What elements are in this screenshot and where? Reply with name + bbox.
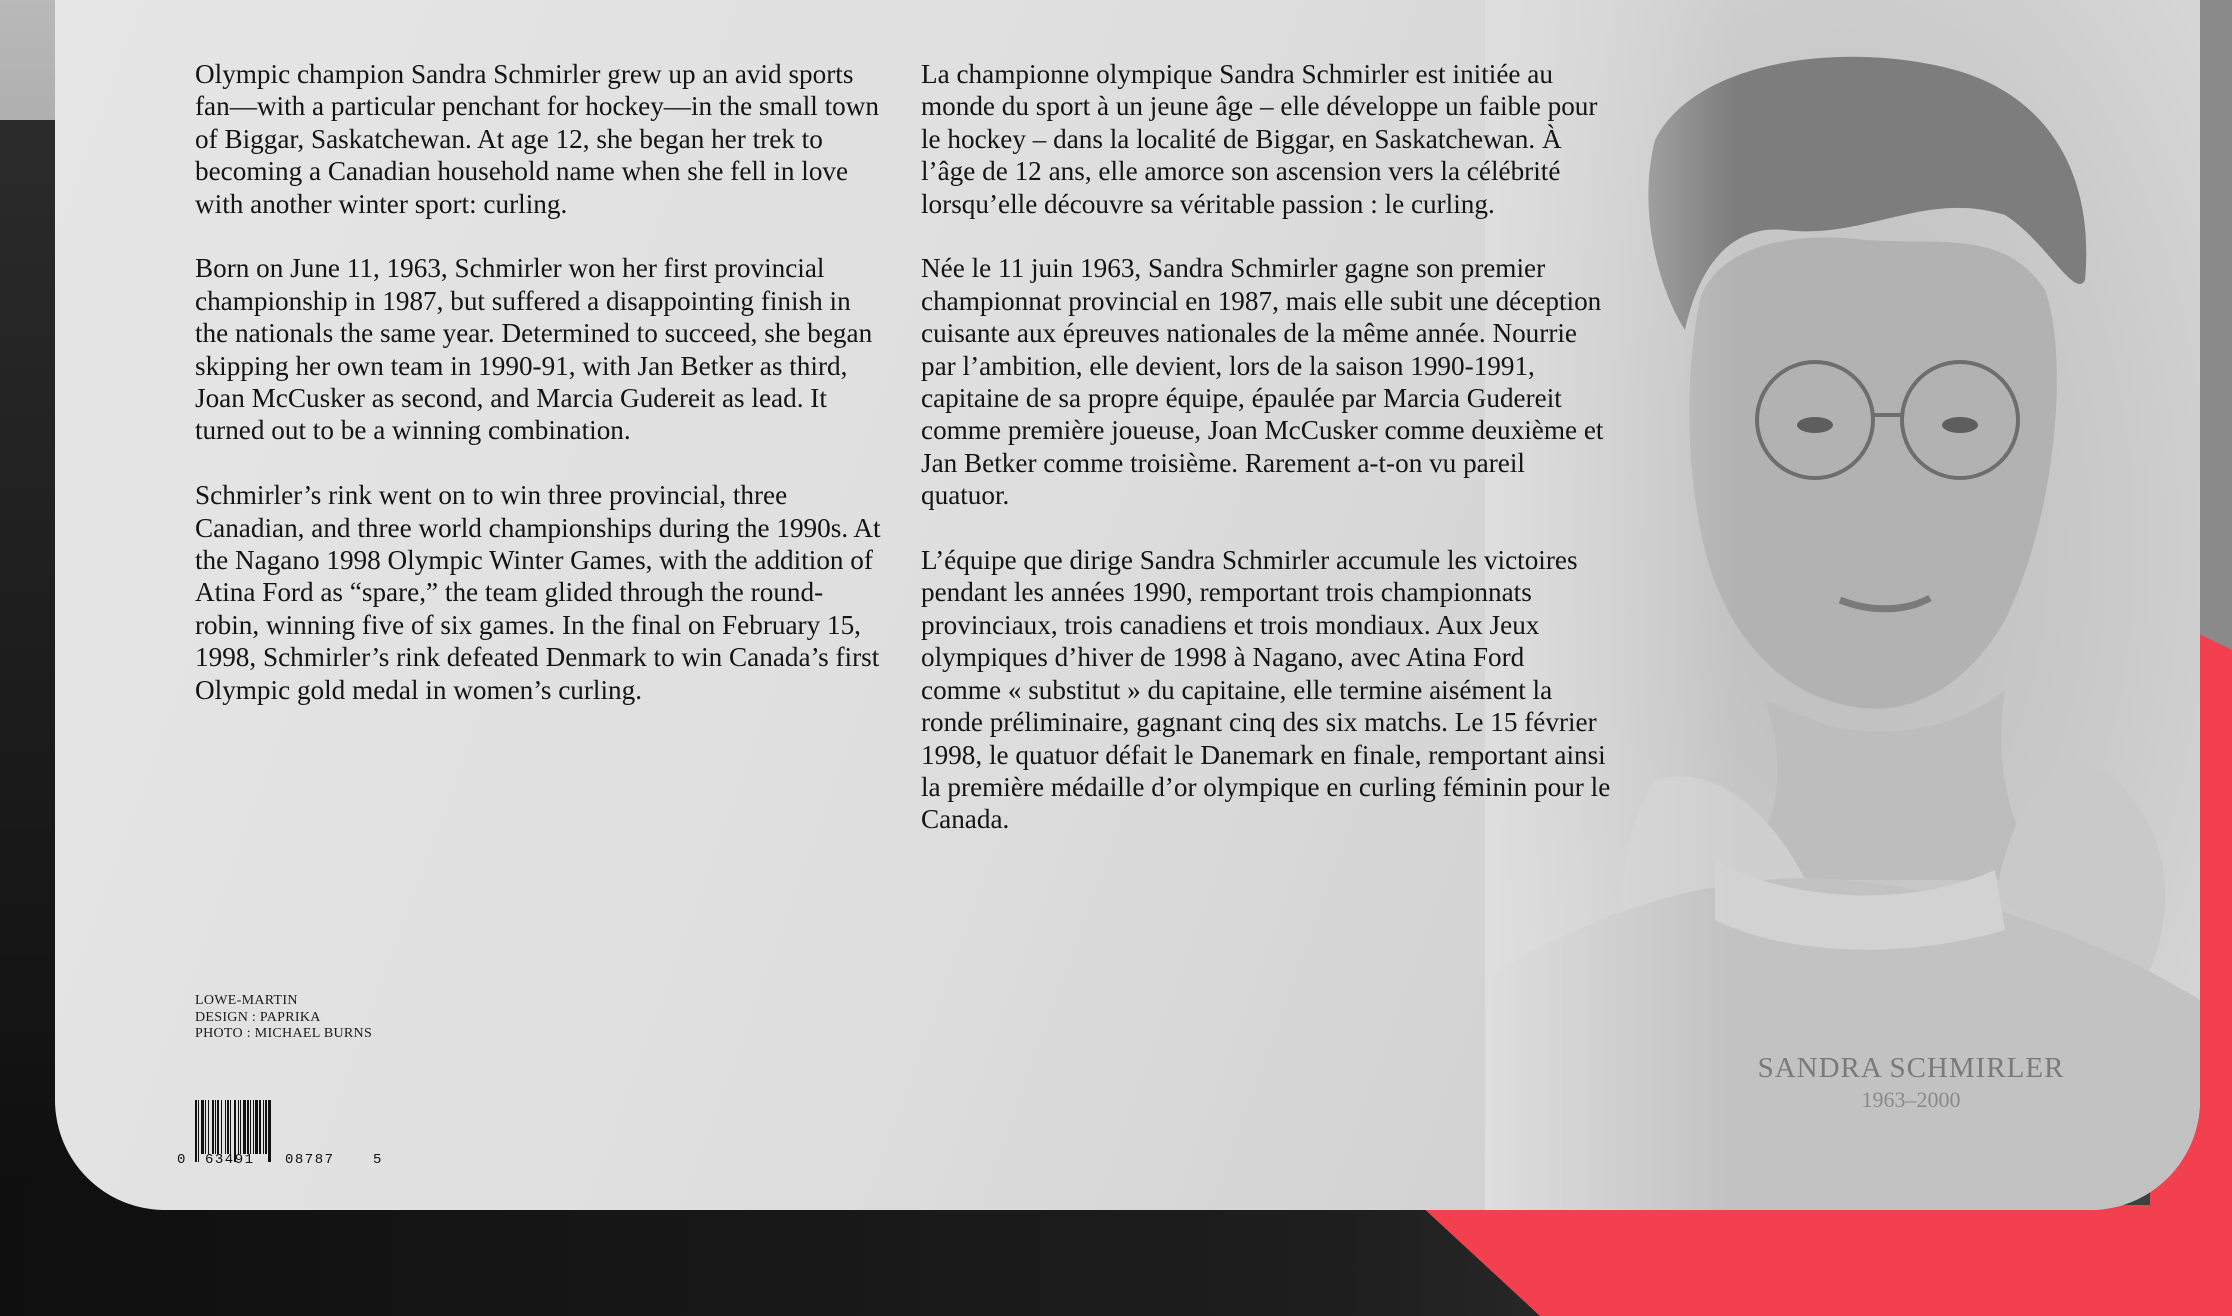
english-paragraph: Schmirler’s rink went on to win three provincial, three Canadian, and three world championships during the 1990s. At the Nagano 1998 Olympic Winter Games, with the addition of Atina Ford as “spare,” the team glided through the round-robin, winning five of six games. In the final on February 15, 1998, Schmirler’s rink defeated Denmark to win Canada’s first Olympic gold medal in women’s curling. xyxy=(195,480,881,705)
english-text-column xyxy=(195,58,885,738)
portrait-caption xyxy=(1731,1052,2091,1113)
french-paragraph: L’équipe que dirige Sandra Schmirler accumule les victoires pendant les années 1990, remportant trois championnats provinciaux, trois canadiens et trois mondiaux. Aux Jeux olympiques d’hiver de 1998 à Nagano, avec Atina Ford comme « substitut » du capitaine, elle termine aisément la ronde préliminaire, gagnant cinq des six matchs. Le 15 février 1998, le quatuor défait le Danemark en finale, remportant ainsi la première médaille d’or olympique en curling féminin pour le Canada. xyxy=(921,545,1611,835)
printer-credit: LOWE-MARTIN xyxy=(195,993,298,1008)
barcode-left-group: 63491 xyxy=(205,1152,255,1168)
portrait-years: 1963–2000 xyxy=(1861,1087,1961,1112)
portrait-name: SANDRA SCHMIRLER xyxy=(1757,1052,2065,1084)
french-paragraph: La championne olympique Sandra Schmirler est initiée au monde du sport à un jeune âge – elle développe un faible pour le hockey – dans la localité de Biggar, en Saskatchewan. À l’âge de 12 ans, elle amorce son ascension vers la célébrité lorsqu’elle découvre sa véritable passion : le curling. xyxy=(921,59,1598,219)
barcode-check-digit: 5 xyxy=(373,1152,382,1168)
credits-block xyxy=(195,993,372,1043)
barcode xyxy=(177,1100,387,1190)
french-paragraph: Née le 11 juin 1963, Sandra Schmirler gagne son premier championnat provincial en 1987, mais elle subit une déception cuisante aux épreuves nationales de la même année. Nourrie par l’ambition, elle devient, lors de la saison 1990-1991, capitaine de sa propre équipe, épaulée par Marcia Gudereit comme première joueuse, Joan McCusker comme deuxième et Jan Betker comme troisième. Rarement a-t-on vu pareil quatuor. xyxy=(921,253,1604,511)
french-text-column xyxy=(921,58,1611,868)
english-paragraph: Born on June 11, 1963, Schmirler won her first provincial championship in 1987, but suffered a disappointing finish in the nationals the same year. Determined to succeed, she began skipping her own team in 1990-91, with Jan Betker as third, Joan McCusker as second, and Marcia Gudereit as lead. It turned out to be a winning combination. xyxy=(195,253,873,446)
design-credit: DESIGN : PAPRIKA xyxy=(195,1009,321,1025)
text-panel xyxy=(55,0,2200,1210)
photo-credit: PHOTO : MICHAEL BURNS xyxy=(195,1026,373,1041)
barcode-lead-digit: 0 xyxy=(177,1152,186,1168)
barcode-right-group: 08787 xyxy=(285,1152,335,1168)
barcode-bar xyxy=(271,1100,272,1162)
english-paragraph: Olympic champion Sandra Schmirler grew up an avid sports fan—with a particular penchant for hockey—in the small town of Biggar, Saskatchewan. At age 12, she began her trek to becoming a Canadian household name when she fell in love with another winter sport: curling. xyxy=(195,59,880,219)
